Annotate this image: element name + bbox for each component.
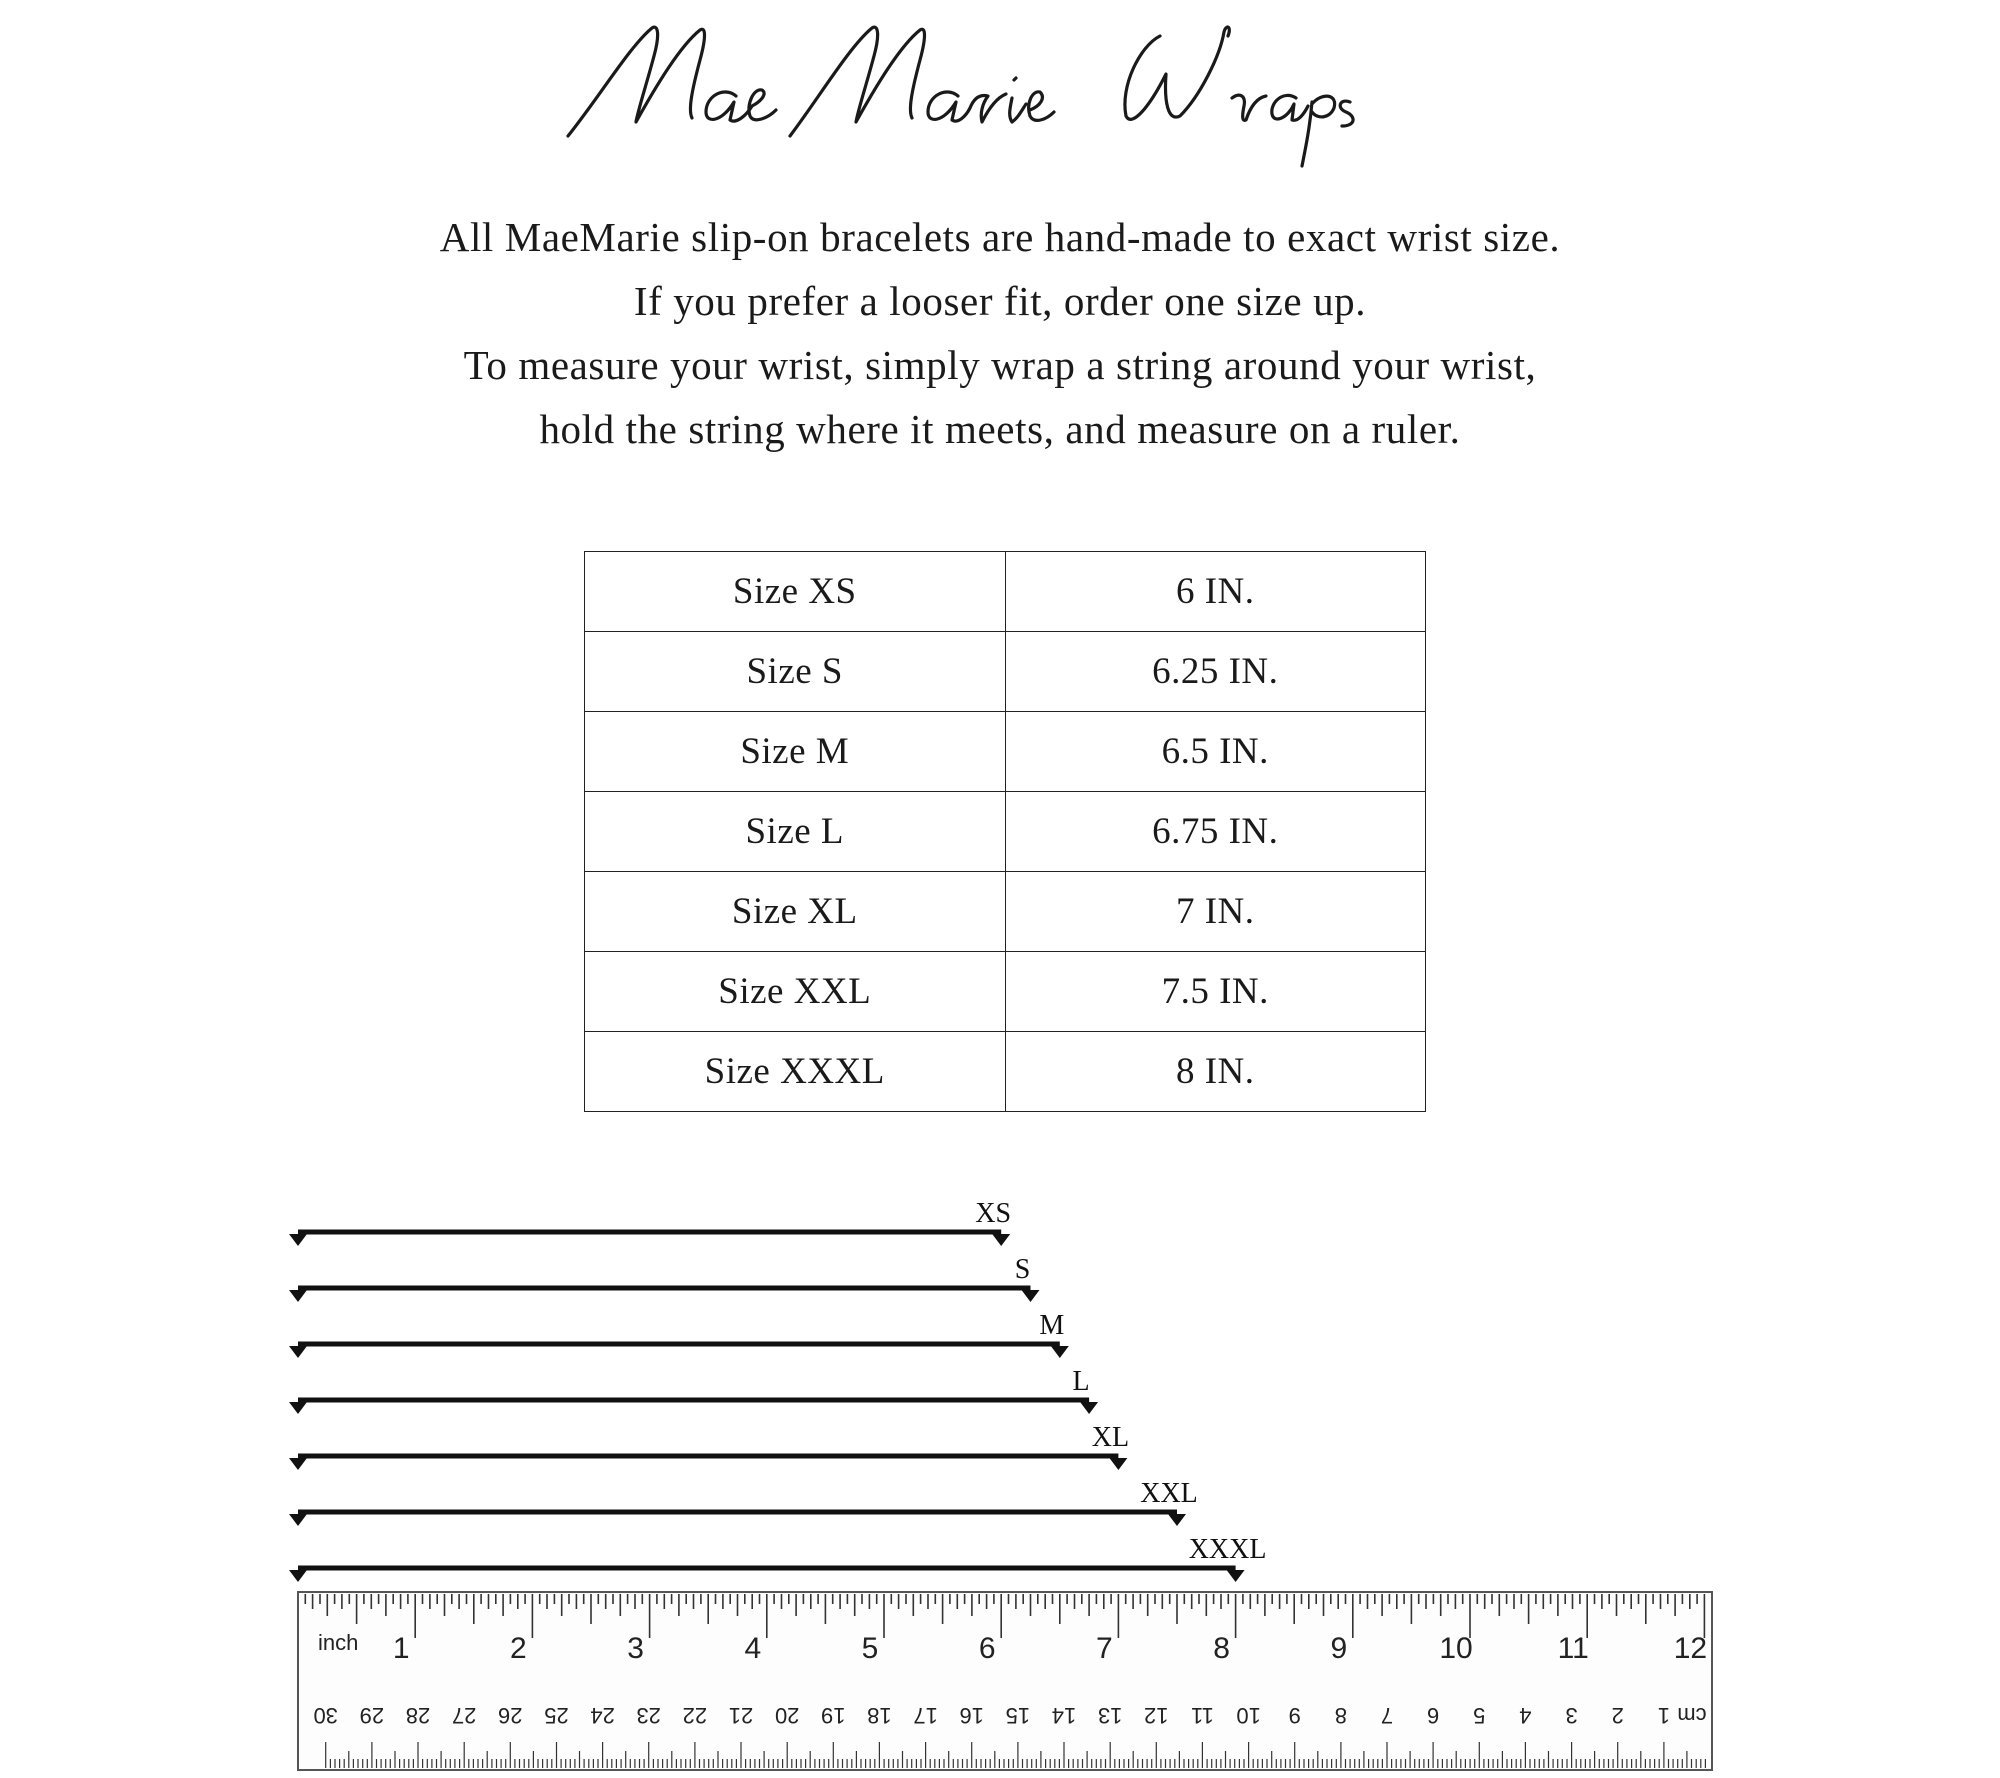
size-markers — [289, 1198, 1266, 1582]
cm-label: 24 — [590, 1703, 615, 1728]
size-cell: Size XXL — [585, 952, 1006, 1032]
table-row — [585, 712, 1426, 792]
cm-label: 17 — [913, 1703, 938, 1728]
marker-start-arrow — [289, 1346, 307, 1358]
cm-label: 1 — [1657, 1703, 1671, 1728]
marker-label: XS — [975, 1198, 1012, 1229]
marker-end-arrow — [1227, 1570, 1245, 1582]
cm-label: 25 — [544, 1703, 569, 1728]
marker-label: L — [1072, 1366, 1090, 1397]
inch-label: 7 — [1096, 1632, 1113, 1665]
size-marker-xs — [289, 1198, 1011, 1246]
cm-label: 27 — [451, 1703, 477, 1728]
marker-end-arrow — [992, 1234, 1010, 1246]
size-marker-xxxl — [289, 1534, 1266, 1582]
cm-label: 13 — [1097, 1703, 1123, 1728]
cm-label: 7 — [1380, 1703, 1394, 1728]
table-row — [585, 872, 1426, 952]
table-row — [585, 952, 1426, 1032]
marker-label: XXL — [1140, 1478, 1198, 1509]
marker-label: M — [1039, 1310, 1065, 1341]
marker-label: XL — [1091, 1422, 1130, 1453]
cm-label: 19 — [821, 1703, 846, 1728]
marker-start-arrow — [289, 1234, 307, 1246]
inch-label: 1 — [392, 1632, 410, 1665]
cm-label: 15 — [1005, 1703, 1031, 1728]
size-cell: Size M — [585, 712, 1006, 792]
cm-label: 11 — [1190, 1703, 1214, 1728]
brand-logo — [560, 6, 1420, 176]
cm-label: 3 — [1565, 1703, 1578, 1728]
measure-cell: 8 IN. — [1005, 1032, 1426, 1112]
inch-label: 11 — [1557, 1632, 1589, 1665]
marker-end-arrow — [1051, 1346, 1069, 1358]
size-cell: Size XS — [585, 552, 1006, 632]
inch-label: 9 — [1330, 1632, 1348, 1665]
marker-start-arrow — [289, 1290, 307, 1302]
inch-label: 5 — [861, 1632, 879, 1665]
measure-cell: 6.5 IN. — [1005, 712, 1426, 792]
cm-label: 14 — [1051, 1703, 1077, 1728]
cm-label: 26 — [498, 1703, 523, 1728]
intro-line: All MaeMarie slip-on bracelets are hand-made to exact wrist size. — [439, 214, 1561, 260]
cm-label: 22 — [682, 1703, 708, 1728]
marker-start-arrow — [289, 1570, 307, 1582]
marker-start-arrow — [289, 1514, 307, 1526]
cm-label: 30 — [313, 1703, 338, 1728]
inch-label: 8 — [1213, 1632, 1230, 1665]
cm-label: 12 — [1144, 1703, 1169, 1728]
marker-start-arrow — [289, 1458, 307, 1470]
size-cell: Size XXXL — [585, 1032, 1006, 1112]
cm-label: 21 — [728, 1703, 754, 1728]
size-cell: Size S — [585, 632, 1006, 712]
intro-line: If you prefer a looser fit, order one size up. — [633, 278, 1367, 324]
size-marker-l — [289, 1366, 1098, 1414]
cm-label: 5 — [1473, 1703, 1486, 1728]
inch-label: 12 — [1673, 1632, 1708, 1665]
marker-end-arrow — [1109, 1458, 1127, 1470]
inch-label: 4 — [744, 1632, 762, 1665]
marker-start-arrow — [289, 1402, 307, 1414]
cm-label: 16 — [959, 1703, 984, 1728]
cm-label: 6 — [1426, 1703, 1440, 1728]
size-marker-xxl — [289, 1478, 1198, 1526]
inch-label: 3 — [627, 1632, 644, 1665]
table-row — [585, 632, 1426, 712]
cm-label: 28 — [405, 1703, 431, 1728]
marker-end-arrow — [1080, 1402, 1098, 1414]
table-row — [585, 792, 1426, 872]
measure-cell: 6.75 IN. — [1005, 792, 1426, 872]
intro-text — [0, 205, 2000, 461]
size-marker-xl — [289, 1422, 1129, 1470]
cm-label: 10 — [1236, 1703, 1261, 1728]
size-guide-graphic — [0, 1170, 2000, 1778]
marker-end-arrow — [1168, 1514, 1186, 1526]
measure-cell: 7 IN. — [1005, 872, 1426, 952]
size-cell: Size L — [585, 792, 1006, 872]
intro-line: hold the string where it meets, and measure on a ruler. — [539, 406, 1461, 452]
intro-line: To measure your wrist, simply wrap a string around your wrist, — [463, 342, 1537, 388]
size-marker-s — [289, 1254, 1040, 1302]
cm-label: 8 — [1334, 1703, 1348, 1728]
measure-cell: 6 IN. — [1005, 552, 1426, 632]
inch-label: 6 — [978, 1632, 996, 1665]
marker-label: S — [1014, 1254, 1031, 1285]
measure-cell: 6.25 IN. — [1005, 632, 1426, 712]
table-row — [585, 552, 1426, 632]
measure-cell: 7.5 IN. — [1005, 952, 1426, 1032]
inch-label: 10 — [1439, 1632, 1473, 1665]
marker-end-arrow — [1022, 1290, 1040, 1302]
cm-label: 9 — [1288, 1703, 1301, 1728]
table-row — [585, 1032, 1426, 1112]
ruler — [298, 1592, 1712, 1770]
ruler-inch-unit: inch — [318, 1630, 359, 1655]
inch-label: 2 — [510, 1632, 527, 1665]
cm-label: 2 — [1611, 1703, 1624, 1728]
ruler-cm-unit: cm — [1677, 1703, 1707, 1728]
cm-label: 4 — [1519, 1703, 1532, 1728]
size-table — [584, 551, 1426, 1112]
marker-label: XXXL — [1188, 1534, 1267, 1565]
size-marker-m — [289, 1310, 1069, 1358]
cm-label: 29 — [359, 1703, 385, 1728]
cm-label: 18 — [867, 1703, 892, 1728]
cm-label: 20 — [774, 1703, 800, 1728]
cm-label: 23 — [636, 1703, 661, 1728]
size-cell: Size XL — [585, 872, 1006, 952]
